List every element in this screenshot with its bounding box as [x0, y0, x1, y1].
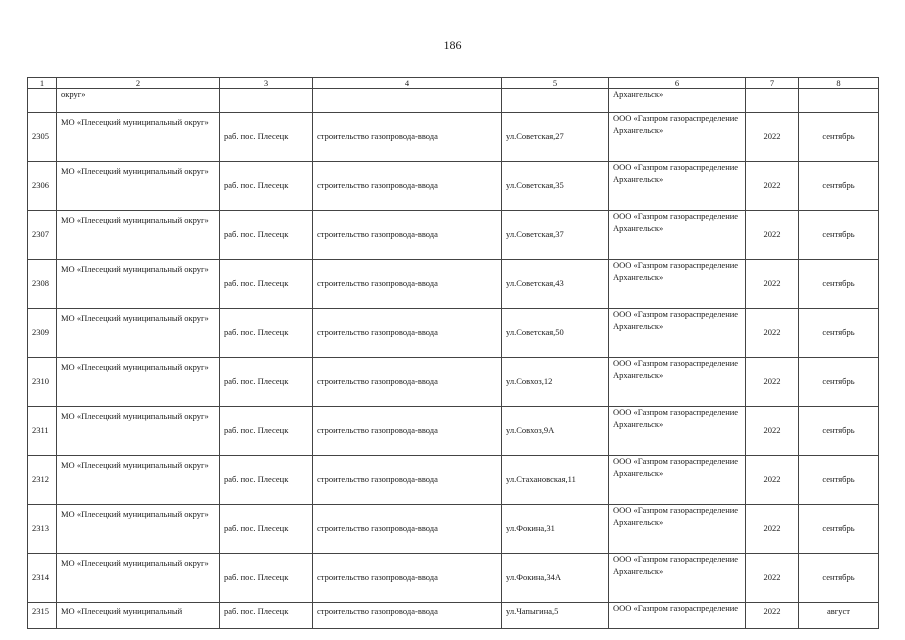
header-cell: 7	[746, 78, 799, 89]
table-row	[28, 407, 879, 456]
cell-address: ул.Стахановская,11	[502, 456, 609, 505]
cell-year: 2022	[746, 162, 799, 211]
cell-num: 2310	[28, 358, 57, 407]
cell-year: 2022	[746, 113, 799, 162]
cell-month: сентябрь	[799, 358, 879, 407]
cell-work: строительство газопровода-ввода	[313, 309, 502, 358]
header-cell: 2	[57, 78, 220, 89]
cell-place: раб. пос. Плесецк	[220, 309, 313, 358]
cell-municipality: округ»	[57, 89, 220, 113]
cell-year: 2022	[746, 456, 799, 505]
cell-municipality: МО «Плесецкий муниципальный округ»	[57, 113, 220, 162]
cell-municipality: МО «Плесецкий муниципальный округ»	[57, 309, 220, 358]
cell-organization: ООО «Газпром газораспределение Архангельск»	[609, 358, 746, 407]
cell-organization: ООО «Газпром газораспределение	[609, 603, 746, 629]
cell-num: 2308	[28, 260, 57, 309]
cell-municipality: МО «Плесецкий муниципальный округ»	[57, 456, 220, 505]
cell-month: сентябрь	[799, 260, 879, 309]
cell-year: 2022	[746, 407, 799, 456]
cell-place	[220, 89, 313, 113]
cell-place: раб. пос. Плесецк	[220, 505, 313, 554]
cell-address: ул.Совхоз,9А	[502, 407, 609, 456]
cell-work: строительство газопровода-ввода	[313, 603, 502, 629]
cell-year	[746, 89, 799, 113]
cell-organization: Архангельск»	[609, 89, 746, 113]
cell-address: ул.Советская,37	[502, 211, 609, 260]
header-cell: 1	[28, 78, 57, 89]
table-row	[28, 456, 879, 505]
cell-address: ул.Фокина,34А	[502, 554, 609, 603]
cell-year: 2022	[746, 309, 799, 358]
cell-address: ул.Советская,43	[502, 260, 609, 309]
cell-num: 2309	[28, 309, 57, 358]
cell-month: сентябрь	[799, 309, 879, 358]
header-cell: 4	[313, 78, 502, 89]
cell-year: 2022	[746, 603, 799, 629]
cell-work: строительство газопровода-ввода	[313, 211, 502, 260]
cell-place: раб. пос. Плесецк	[220, 603, 313, 629]
cell-organization: ООО «Газпром газораспределение Архангельск»	[609, 260, 746, 309]
cell-organization: ООО «Газпром газораспределение Архангельск»	[609, 554, 746, 603]
cell-num: 2307	[28, 211, 57, 260]
cell-month: сентябрь	[799, 456, 879, 505]
cell-work: строительство газопровода-ввода	[313, 554, 502, 603]
cell-address: ул.Чапыгина,5	[502, 603, 609, 629]
cell-place: раб. пос. Плесецк	[220, 554, 313, 603]
cell-num: 2311	[28, 407, 57, 456]
cell-municipality: МО «Плесецкий муниципальный округ»	[57, 162, 220, 211]
cell-year: 2022	[746, 211, 799, 260]
cell-place: раб. пос. Плесецк	[220, 456, 313, 505]
table-row	[28, 162, 879, 211]
cell-place: раб. пос. Плесецк	[220, 162, 313, 211]
page-number: 186	[443, 38, 462, 52]
continued-row	[28, 89, 879, 113]
cell-month: сентябрь	[799, 113, 879, 162]
cell-organization: ООО «Газпром газораспределение Архангельск»	[609, 162, 746, 211]
cell-month: сентябрь	[799, 162, 879, 211]
cell-organization: ООО «Газпром газораспределение Архангельск»	[609, 309, 746, 358]
cell-municipality: МО «Плесецкий муниципальный округ»	[57, 407, 220, 456]
cell-address: ул.Советская,50	[502, 309, 609, 358]
header-cell: 8	[799, 78, 879, 89]
cell-organization: ООО «Газпром газораспределение Архангельск»	[609, 505, 746, 554]
cell-month: сентябрь	[799, 211, 879, 260]
cell-organization: ООО «Газпром газораспределение Архангельск»	[609, 456, 746, 505]
cell-work: строительство газопровода-ввода	[313, 505, 502, 554]
cell-num: 2315	[28, 603, 57, 629]
cell-num: 2314	[28, 554, 57, 603]
cell-month: август	[799, 603, 879, 629]
cell-work: строительство газопровода-ввода	[313, 358, 502, 407]
cell-month: сентябрь	[799, 407, 879, 456]
table-row	[28, 113, 879, 162]
header-cell: 5	[502, 78, 609, 89]
cell-year: 2022	[746, 358, 799, 407]
cell-organization: ООО «Газпром газораспределение Архангельск»	[609, 113, 746, 162]
cell-municipality: МО «Плесецкий муниципальный округ»	[57, 211, 220, 260]
cell-municipality: МО «Плесецкий муниципальный округ»	[57, 554, 220, 603]
table-row	[28, 554, 879, 603]
cell-place: раб. пос. Плесецк	[220, 113, 313, 162]
cell-address: ул.Советская,27	[502, 113, 609, 162]
cell-work: строительство газопровода-ввода	[313, 456, 502, 505]
cell-month: сентябрь	[799, 505, 879, 554]
table-row	[28, 260, 879, 309]
cell-place: раб. пос. Плесецк	[220, 211, 313, 260]
cell-place: раб. пос. Плесецк	[220, 407, 313, 456]
cell-work: строительство газопровода-ввода	[313, 260, 502, 309]
cell-place: раб. пос. Плесецк	[220, 358, 313, 407]
cell-municipality: МО «Плесецкий муниципальный	[57, 603, 220, 629]
table-body	[28, 113, 879, 603]
table-row	[28, 603, 879, 629]
cell-month	[799, 89, 879, 113]
cell-municipality: МО «Плесецкий муниципальный округ»	[57, 505, 220, 554]
cell-num: 2305	[28, 113, 57, 162]
header-cell: 3	[220, 78, 313, 89]
header-row	[28, 78, 879, 89]
cell-work: строительство газопровода-ввода	[313, 407, 502, 456]
cell-work: строительство газопровода-ввода	[313, 113, 502, 162]
cell-municipality: МО «Плесецкий муниципальный округ»	[57, 260, 220, 309]
cell-month: сентябрь	[799, 554, 879, 603]
cell-municipality: МО «Плесецкий муниципальный округ»	[57, 358, 220, 407]
cell-address	[502, 89, 609, 113]
table-row	[28, 211, 879, 260]
cell-work: строительство газопровода-ввода	[313, 162, 502, 211]
data-table	[27, 77, 879, 629]
cell-num: 2306	[28, 162, 57, 211]
cell-year: 2022	[746, 554, 799, 603]
header-cell: 6	[609, 78, 746, 89]
cell-address: ул.Советская,35	[502, 162, 609, 211]
table-row	[28, 358, 879, 407]
cell-num: 2312	[28, 456, 57, 505]
cell-num: 2313	[28, 505, 57, 554]
cell-year: 2022	[746, 260, 799, 309]
table-row	[28, 505, 879, 554]
cell-address: ул.Фокина,31	[502, 505, 609, 554]
cell-organization: ООО «Газпром газораспределение Архангельск»	[609, 407, 746, 456]
cell-num	[28, 89, 57, 113]
cell-place: раб. пос. Плесецк	[220, 260, 313, 309]
cell-year: 2022	[746, 505, 799, 554]
cell-organization: ООО «Газпром газораспределение Архангельск»	[609, 211, 746, 260]
cell-address: ул.Совхоз,12	[502, 358, 609, 407]
cell-work	[313, 89, 502, 113]
table-row	[28, 309, 879, 358]
